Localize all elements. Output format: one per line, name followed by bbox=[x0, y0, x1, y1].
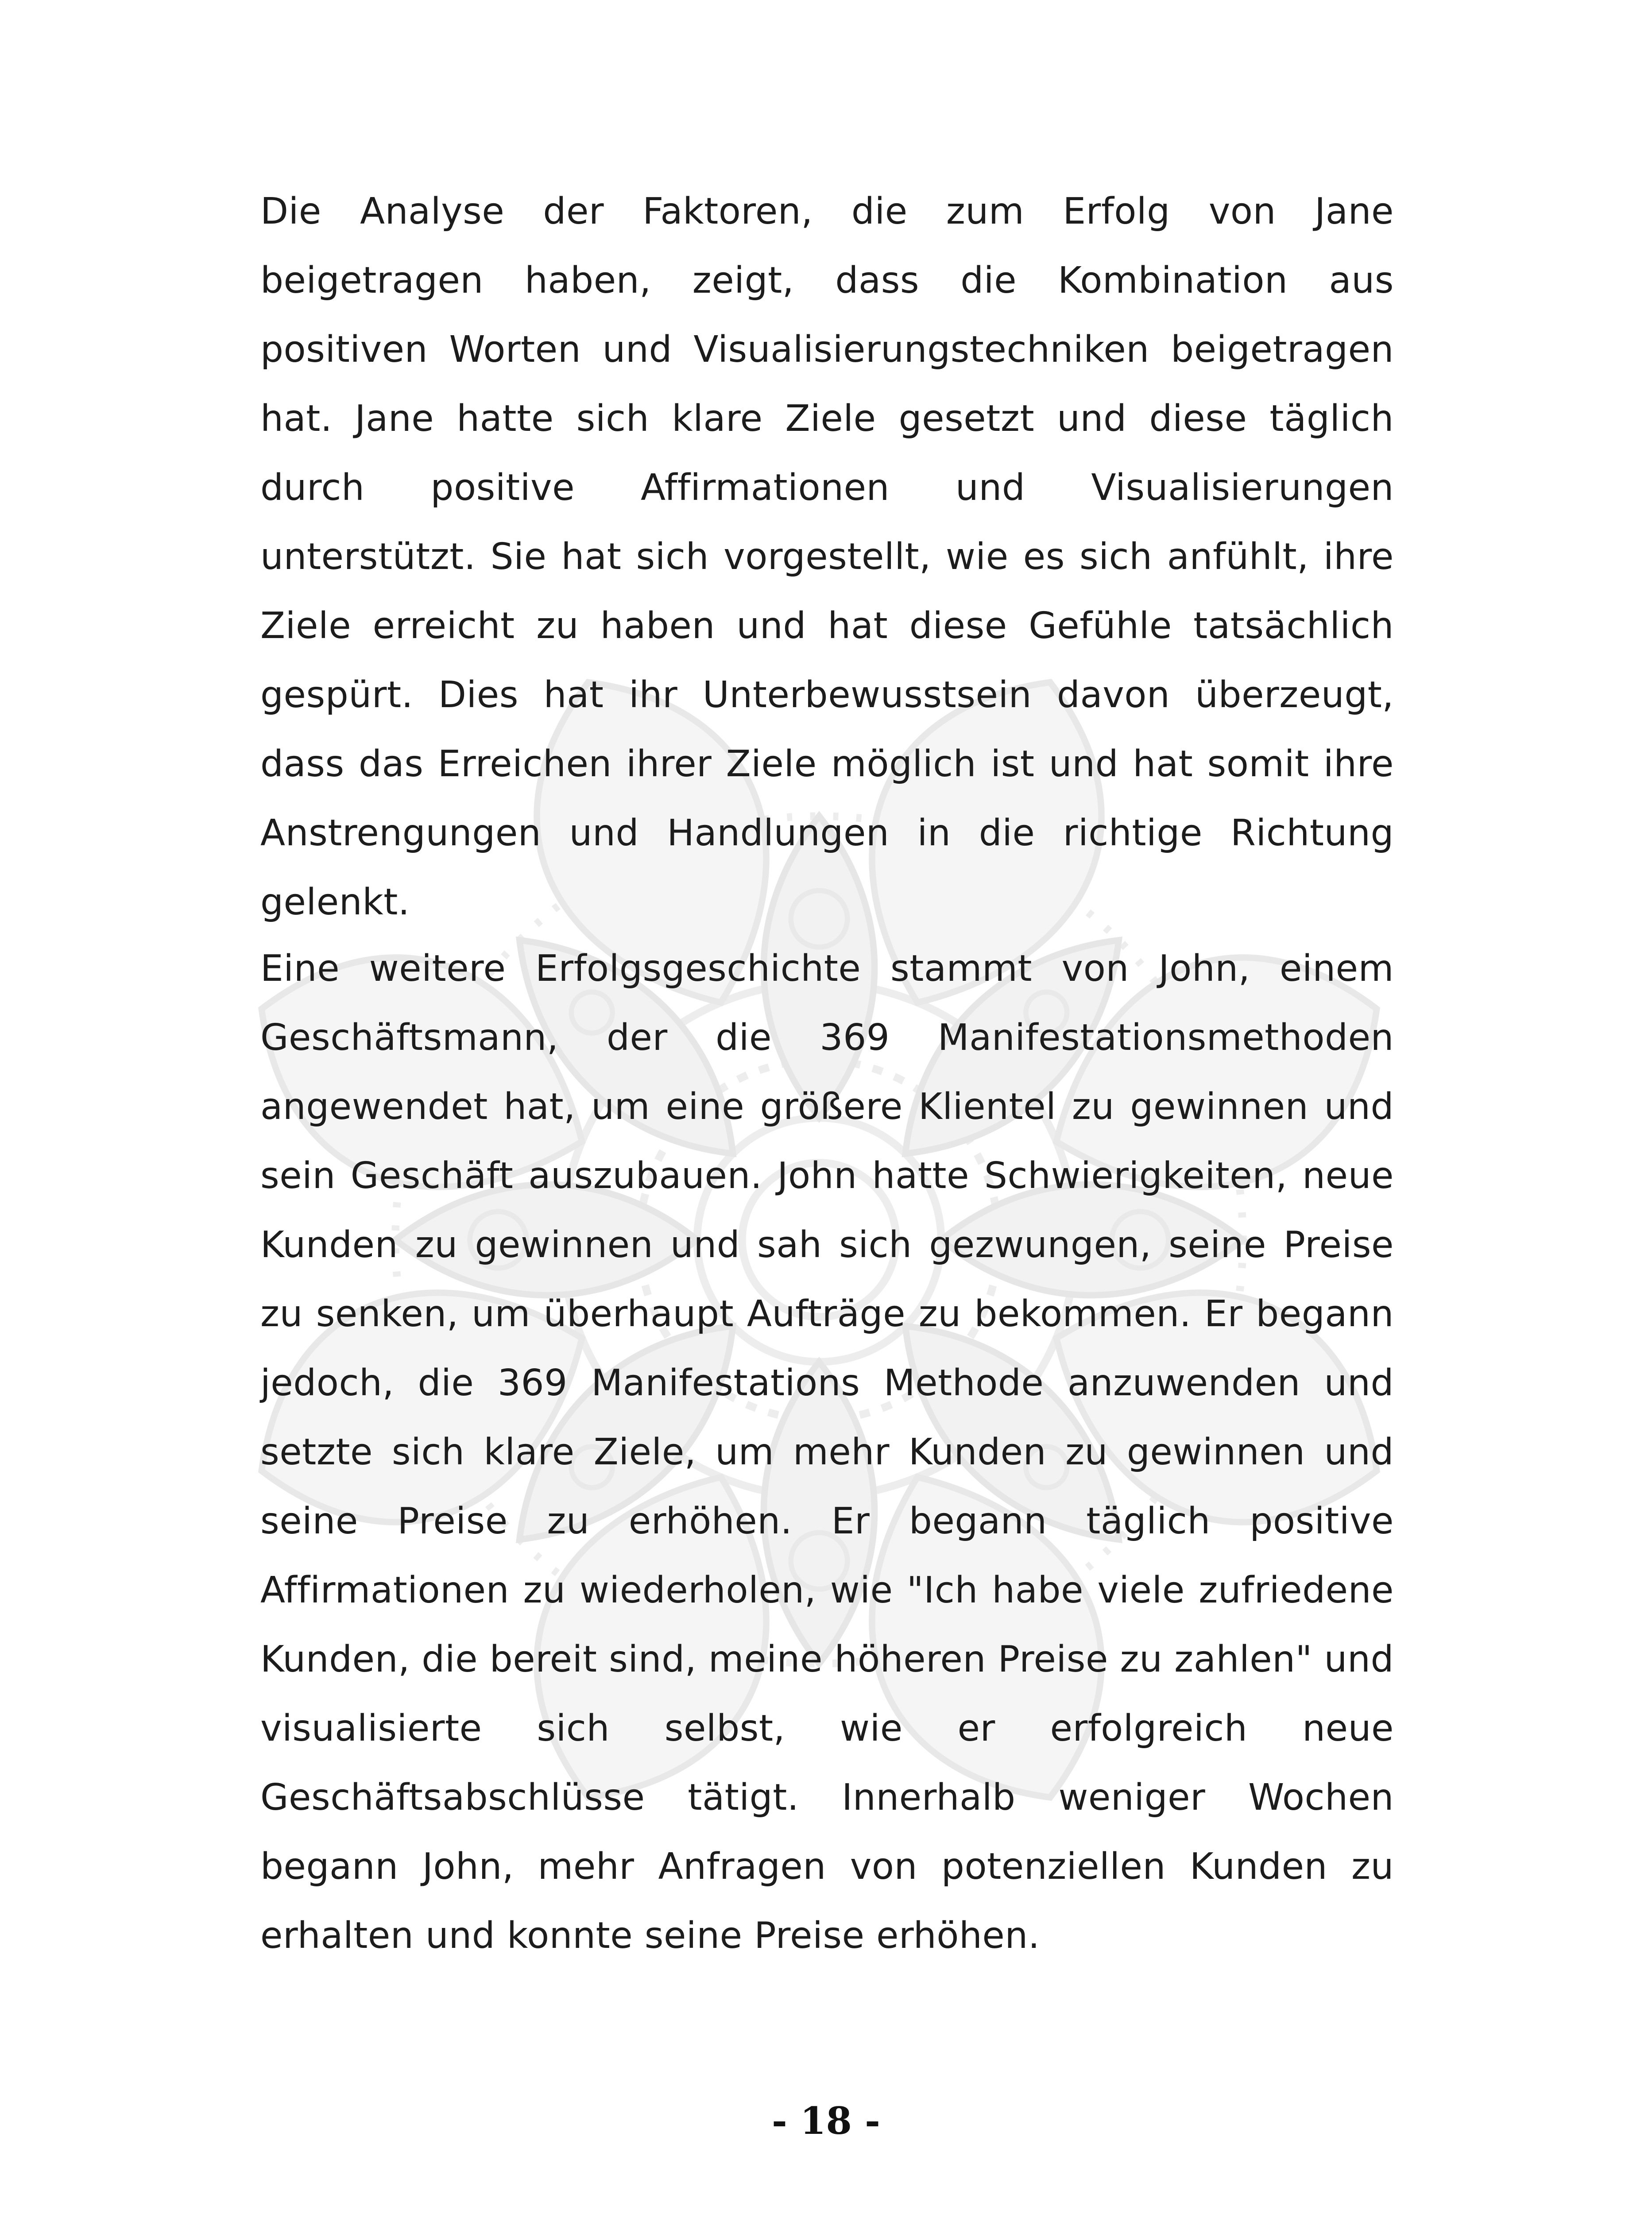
paragraph-1: Die Analyse der Faktoren, die zum Erfolg von Jane beigetragen haben, zeigt, dass die Kombination aus positiven Worten und Visualisierungstechniken beigetragen hat. Jane hatte sich klare Ziele gesetzt und diese täglich durch positive Affirmationen und Visualisierungen unterstützt. Sie hat sich vorgestellt, wie es sich anfühlt, ihre Ziele erreicht zu haben und hat diese Gefühle tatsächlich gespürt. Dies hat ihr Unterbewusstsein davon überzeugt, dass das Erreichen ihrer Ziele möglich ist und hat somit ihre Anstrengungen und Handlungen in die richtige Richtung gelenkt. bbox=[260, 190, 1394, 923]
page-number: - 18 - bbox=[771, 2099, 881, 2143]
paragraph-2: Eine weitere Erfolgsgeschichte stammt von John, einem Geschäftsmann, der die 369 Manifestationsmethoden angewendet hat, um eine größere Klientel zu gewinnen und sein Geschäft auszubauen. John hatte Schwierigkeiten, neue Kunden zu gewinnen und sah sich gezwungen, seine Preise zu senken, um überhaupt Aufträge zu bekommen. Er begann jedoch, die 369 Manifestations Methode anzuwenden und setzte sich klare Ziele, um mehr Kunden zu gewinnen und seine Preise zu erhöhen. Er begann täglich positive Affirmationen zu wiederholen, wie "Ich habe viele zufriedene Kunden, die bereit sind, meine höheren Preise zu zahlen" und visualisierte sich selbst, wie er erfolgreich neue Geschäftsabschlüsse tätigt. Innerhalb weniger Wochen begann John, mehr Anfragen von potenziellen Kunden zu erhalten und konnte seine Preise erhöhen. bbox=[260, 948, 1394, 1957]
